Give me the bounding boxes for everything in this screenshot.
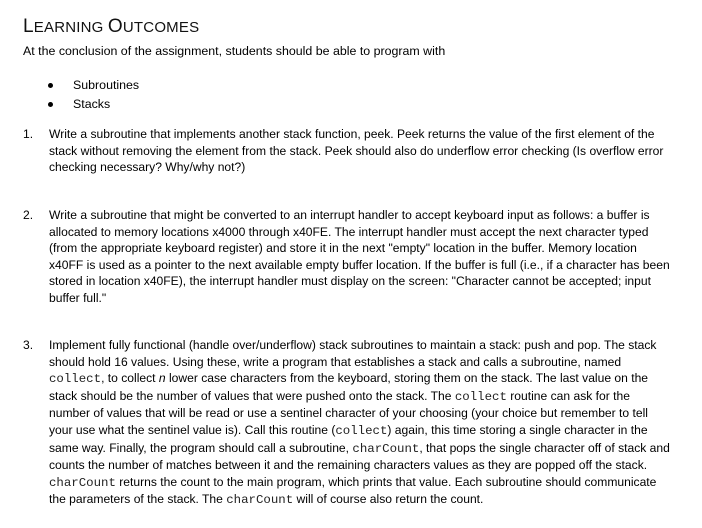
assignment-item-2 (23, 207, 673, 307)
assignment-item-3 (23, 337, 673, 509)
code-charcount: charCount (352, 441, 420, 456)
list-item: Stacks (48, 95, 139, 114)
item-text: Implement fully functional (handle over/underflow) stack subroutines to maintain a stack: push and pop. The stack should hold 16 values. Using these, write a program that establishes a stack and calls a subroutine, named collect, to collect n lower case characters from the keyboard, storing them on the stack. The last value on the stack should be the number of values that were pushed onto the stack. The collect routine can ask for the number of values that will be read or use a sentinel character of your choosing (your choice but remember to tell your use what the sentinel value is). Call this routine (collect) again, this time storing a single character in the same way. Finally, the program should call a subroutine, charCount, that pops the single character off of stack and counts the number of matches between it and the remaining characters values as they are popped off the stack. charCount returns the count to the main program, which prints that value. Each subroutine should communicate the parameters of the stack. The charCount will of course also return the count. (49, 338, 670, 508)
item-number: 2. (23, 208, 34, 222)
bullet-icon (48, 83, 53, 88)
assignment-item-1 (23, 126, 673, 176)
outcome-list (48, 76, 139, 114)
item-number: 3. (23, 338, 34, 352)
intro-text: At the conclusion of the assignment, students should be able to program with (23, 44, 446, 58)
code-charcount: charCount (49, 475, 116, 490)
code-collect: collect (335, 423, 388, 438)
item-text: Write a subroutine that implements another stack function, peek. Peek returns the value of the first element of the stack without removing the element from the stack. Peek should also do underflow error checking (Is overflow error checking necessary? Why/why not?) (49, 127, 664, 175)
item-number: 1. (23, 127, 34, 141)
code-collect: collect (49, 372, 102, 387)
bullet-icon (48, 102, 53, 107)
list-item: Subroutines (48, 76, 139, 95)
item-text: Write a subroutine that might be converted to an interrupt handler to accept keyboard input as follows: a buffer is allocated to memory locations x4000 through x40FE. The interrupt handler must accept the next character typed (from the appropriate keyboard register) and store it in the next "empty" location in the buffer. Memory location x40FF is used as a pointer to the next available empty buffer location. If the buffer is full (i.e., if a character has been stored in location x40FE), the interrupt handler must display on the screen: "Character cannot be accepted; input buffer full." (49, 208, 670, 305)
page-title: LEARNING OUTCOMES (23, 16, 200, 37)
code-collect: collect (454, 389, 507, 404)
code-charcount: charCount (226, 493, 294, 508)
